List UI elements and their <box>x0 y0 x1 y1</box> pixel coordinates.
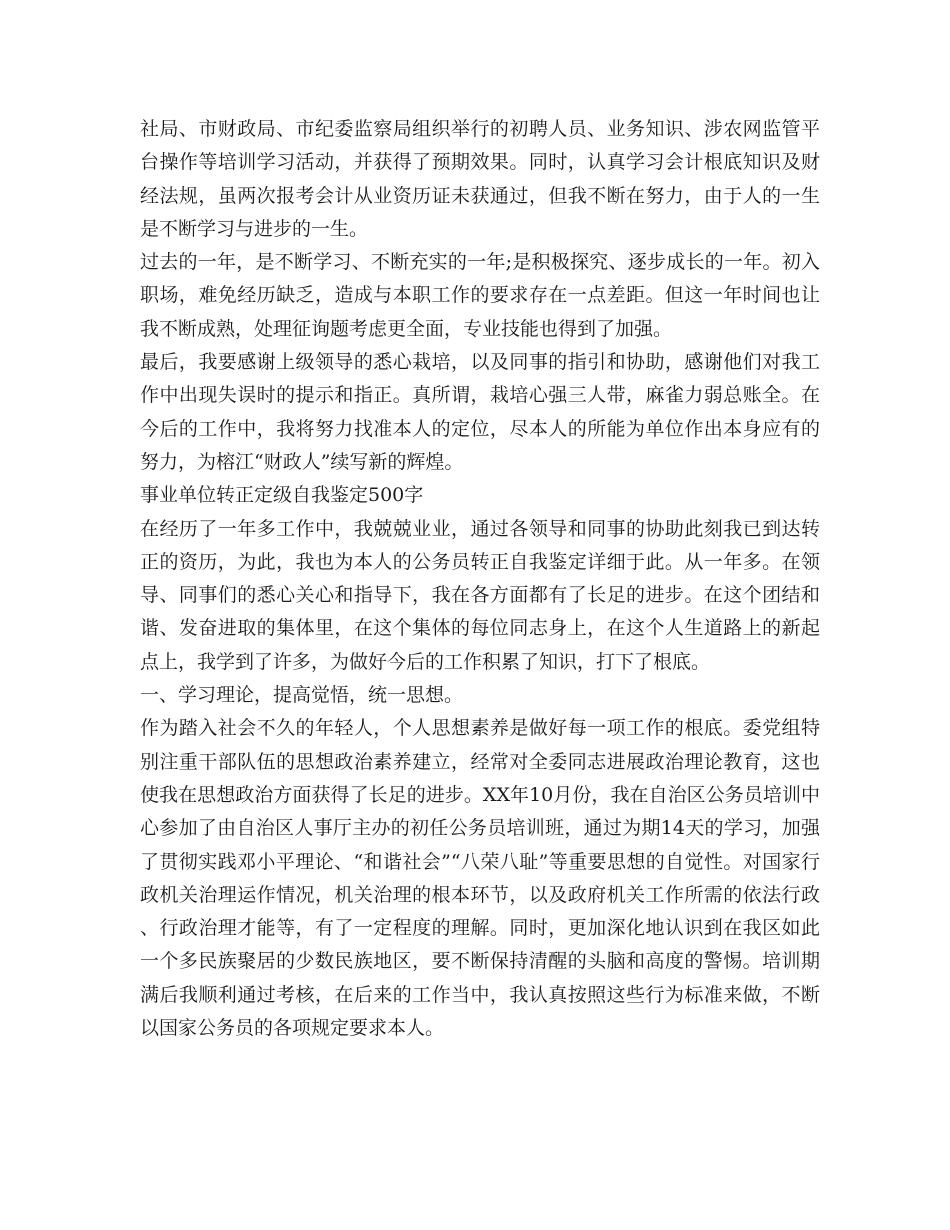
paragraph-intro: 在经历了一年多工作中，我兢兢业业，通过各领导和同事的协助此刻我已到达转正的资历，为此，我也为本人的公务员转正自我鉴定详细于此。从一年多。在领导、同事们的悉心关心和指导下，我在各方面都有了长足的进步。在这个团结和谐、发奋进取的集体里，在这个集体的每位同志身上，在这个人生道路上的新起点上，我学到了许多，为做好今后的工作积累了知识，打下了根底。 <box>140 517 820 673</box>
paragraph-past-year: 过去的一年，是不断学习、不断充实的一年;是积极探究、逐步成长的一年。初入职场，难免经历缺乏，造成与本职工作的要求存在一点差距。但这一年时间也让我不断成熟，处理征询题考虑更全面，专业技能也得到了加强。 <box>140 251 820 340</box>
document-body <box>140 113 820 1045</box>
section-heading: 事业单位转正定级自我鉴定500字 <box>140 484 424 507</box>
paragraph-thanks: 最后，我要感谢上级领导的悉心栽培，以及同事的指引和协助，感谢他们对我工作中出现失误时的提示和指正。真所谓，栽培心强三人带，麻雀力弱总账全。在今后的工作中，我将努力找准本人的定位，尽本人的所能为单位作出本身应有的努力，为榕江“财政人”续写新的辉煌。 <box>140 351 820 473</box>
paragraph-political-study: 作为踏入社会不久的年轻人，个人思想素养是做好每一项工作的根底。委党组特别注重干部队伍的思想政治素养建立，经常对全委同志进展政治理论教育，这也使我在思想政治方面获得了长足的进步。XX年10月份，我在自治区公务员培训中心参加了由自治区人事厅主办的初任公务员培训班，通过为期14天的学习，加强了贯彻实践邓小平理论、“和谐社会”“八荣八耻”等重要思想的自觉性。对国家行政机关治理运作情况，机关治理的根本环节，以及政府机关工作所需的依法行政、行政治理才能等，有了一定程度的理解。同时，更加深化地认识到在我区如此一个多民族聚居的少数民族地区，要不断保持清醒的头脑和高度的警惕。培训期满后我顺利通过考核，在后来的工作当中，我认真按照这些行为标准来做，不断以国家公务员的各项规定要求本人。 <box>140 717 820 1040</box>
paragraph-training-summary: 社局、市财政局、市纪委监察局组织举行的初聘人员、业务知识、涉农网监管平台操作等培训学习活动，并获得了预期效果。同时，认真学习会计根底知识及财经法规，虽两次报考会计从业资历证未获通过，但我不断在努力，由于人的一生是不断学习与进步的一生。 <box>140 118 820 240</box>
subheading-study-theory: 一、学习理论，提高觉悟，统一思想。 <box>140 684 464 707</box>
